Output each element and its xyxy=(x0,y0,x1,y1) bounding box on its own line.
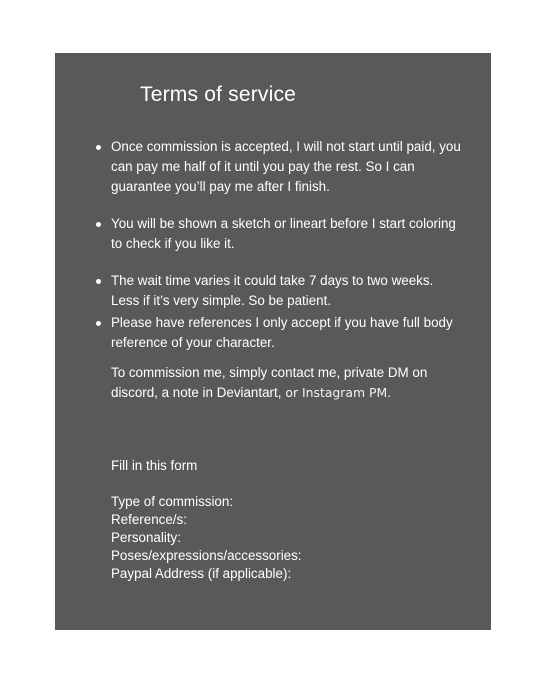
terms-item-sketch xyxy=(55,214,491,254)
form-field-personality: Personality: xyxy=(111,530,181,545)
contact-paragraph xyxy=(111,363,471,403)
terms-item-text: Once commission is accepted, I will not start until paid, you can pay me half of it until you pay the rest. So I can guarantee you’ll pay me after I finish. xyxy=(111,139,461,194)
bullet-icon xyxy=(96,279,101,284)
form-heading: Fill in this form xyxy=(111,458,198,473)
terms-item-text: You will be shown a sketch or lineart before I start coloring to check if you like it. xyxy=(111,216,456,251)
terms-item-text: Please have references I only accept if you have full body reference of your character. xyxy=(111,315,453,350)
form-field-list xyxy=(111,493,302,583)
contact-text: To commission me, simply contact me, private DM on discord, a note in Deviantart, xyxy=(111,365,428,400)
form-field-type: Type of commission: xyxy=(111,494,234,509)
form-field-poses: Poses/expressions/accessories: xyxy=(111,548,302,563)
terms-item-payment xyxy=(55,137,491,197)
form-field-paypal: Paypal Address (if applicable): xyxy=(111,566,292,581)
bullet-icon xyxy=(96,321,101,326)
instagram-text: or Instagram PM. xyxy=(281,385,392,400)
form-field-references: Reference/s: xyxy=(111,512,187,527)
bullet-icon xyxy=(96,145,101,150)
terms-panel xyxy=(55,53,491,630)
terms-item-wait-time xyxy=(55,271,491,311)
bullet-icon xyxy=(96,222,101,227)
terms-item-references xyxy=(55,313,491,353)
terms-item-text: The wait time varies it could take 7 days to two weeks. Less if it’s very simple. So be patient. xyxy=(111,273,434,308)
terms-list xyxy=(55,137,491,353)
page-title: Terms of service xyxy=(140,83,297,106)
